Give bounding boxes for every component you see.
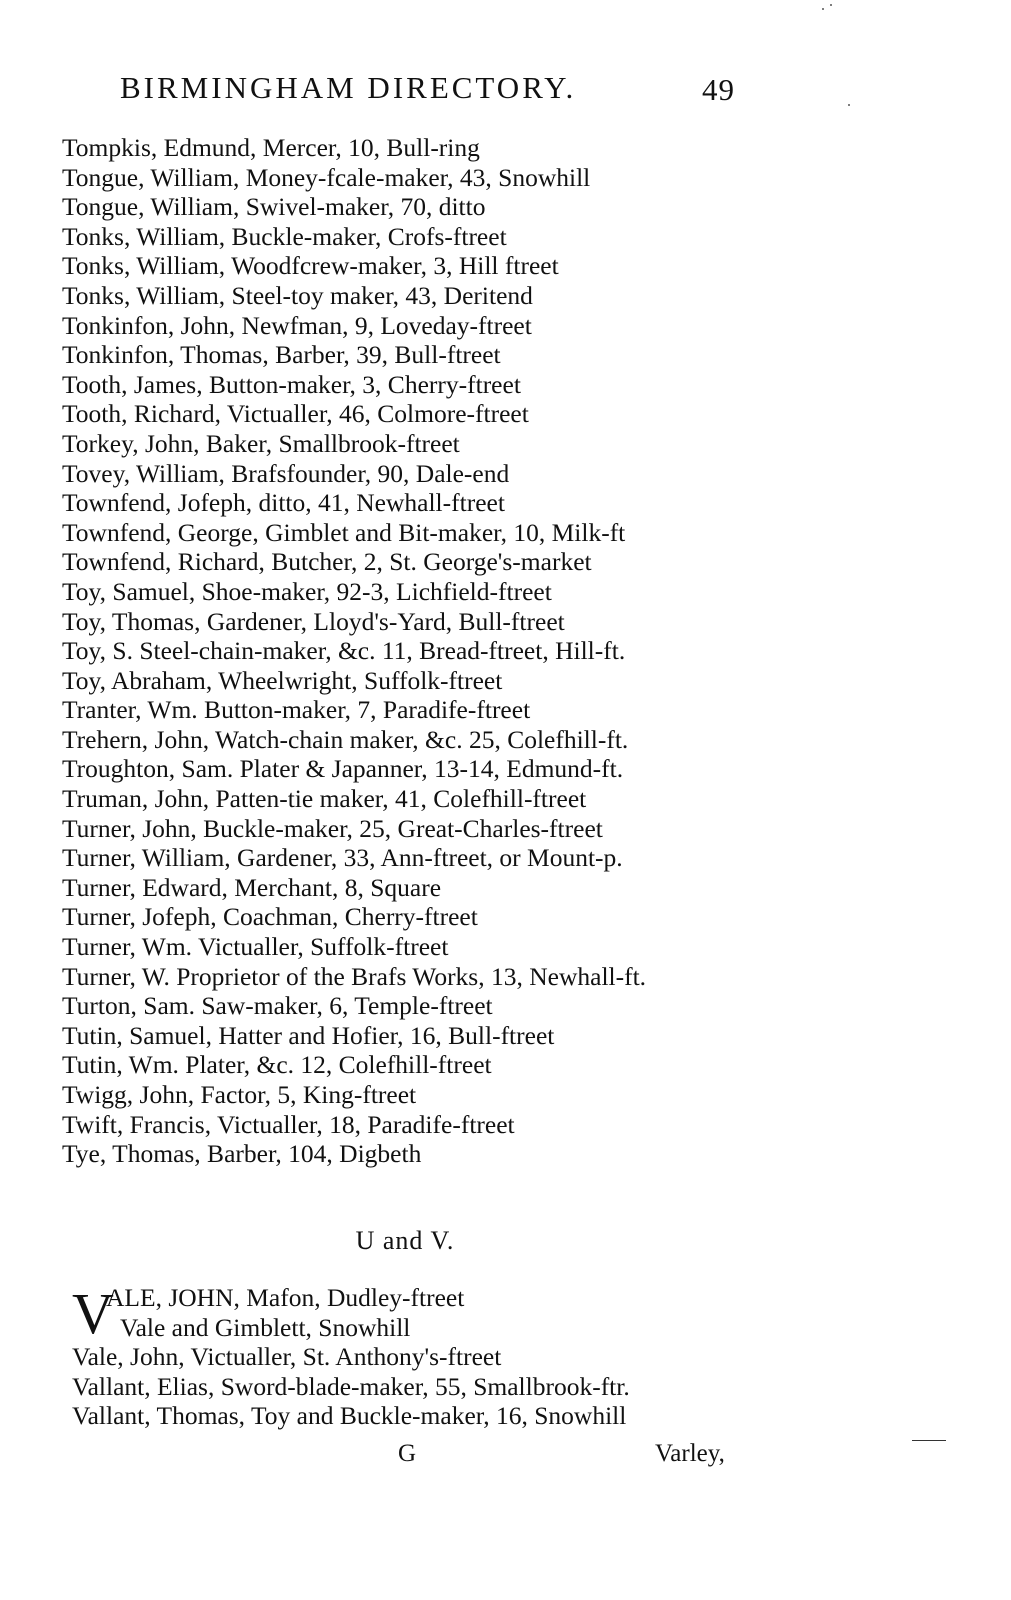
list-item: Tovey, William, Brafsfounder, 90, Dale-end xyxy=(62,458,510,488)
list-item: Turner, John, Buckle-maker, 25, Great-Charles-ftreet xyxy=(62,813,603,843)
list-item: Townfend, Richard, Butcher, 2, St. George's-market xyxy=(62,547,592,577)
list-item: Truman, John, Patten-tie maker, 41, Colefhill-ftreet xyxy=(62,784,587,814)
signature-mark: G xyxy=(398,1440,417,1467)
page-header xyxy=(120,70,760,106)
page-number: 49 xyxy=(702,72,735,107)
list-item: Twigg, John, Factor, 5, King-ftreet xyxy=(62,1080,417,1109)
list-item: Tooth, Richard, Victualler, 46, Colmore-ftreet xyxy=(62,399,529,429)
list-item: Tranter, Wm. Button-maker, 7, Paradife-ftreet xyxy=(62,695,531,725)
list-item: Tongue, William, Money-fcale-maker, 43, Snowhill xyxy=(62,162,591,192)
list-item: Vallant, Elias, Sword-blade-maker, 55, Smallbrook-ftr. xyxy=(72,1371,630,1401)
list-item: Tonkinfon, Thomas, Barber, 39, Bull-ftreet xyxy=(62,340,501,370)
list-item: Toy, Thomas, Gardener, Lloyd's-Yard, Bull-ftreet xyxy=(62,606,565,636)
list-item: Turner, Wm. Victualler, Suffolk-ftreet xyxy=(62,932,449,962)
list-item: Toy, S. Steel-chain-maker, &c. 11, Bread-ftreet, Hill-ft. xyxy=(62,636,626,666)
list-item: Tutin, Wm. Plater, &c. 12, Colefhill-ftreet xyxy=(62,1050,492,1080)
section-entries xyxy=(72,1283,772,1431)
list-item: Turner, Jofeph, Coachman, Cherry-ftreet xyxy=(62,902,478,932)
list-item: Vallant, Thomas, Toy and Buckle-maker, 16, Snowhill xyxy=(72,1401,627,1431)
list-item: Toy, Samuel, Shoe-maker, 92-3, Lichfield-ftreet xyxy=(62,576,552,606)
list-item: Vale, John, Victualler, St. Anthony's-ftreet xyxy=(72,1342,502,1372)
list-item: Tongue, William, Swivel-maker, 70, ditto xyxy=(62,192,486,222)
list-item: Tonks, William, Buckle-maker, Crofs-ftreet xyxy=(62,221,507,251)
margin-rule xyxy=(912,1440,946,1441)
running-title: BIRMINGHAM DIRECTORY. xyxy=(120,70,577,105)
ink-speck xyxy=(830,4,832,6)
list-item: Tompkis, Edmund, Mercer, 10, Bull-ring xyxy=(62,133,480,162)
list-item: Vale and Gimblett, Snowhill xyxy=(120,1312,411,1342)
list-item: Townfend, Jofeph, ditto, 41, Newhall-ftreet xyxy=(62,488,505,518)
list-item: Townfend, George, Gimblet and Bit-maker, 10, Milk-ft xyxy=(62,517,626,547)
list-item: Turner, William, Gardener, 33, Ann-ftreet, or Mount-p. xyxy=(62,843,623,873)
list-item: Tooth, James, Button-maker, 3, Cherry-ftreet xyxy=(62,369,521,399)
list-item: Trehern, John, Watch-chain maker, &c. 25, Colefhill-ft. xyxy=(62,724,629,754)
section-heading: U and V. xyxy=(355,1226,455,1255)
ink-speck xyxy=(822,8,824,10)
list-item: Torkey, John, Baker, Smallbrook-ftreet xyxy=(62,428,460,458)
ink-speck xyxy=(848,104,850,106)
directory-entries xyxy=(62,133,762,1169)
list-item: Tonkinfon, John, Newfman, 9, Loveday-ftreet xyxy=(62,310,532,340)
list-item: Toy, Abraham, Wheelwright, Suffolk-ftreet xyxy=(62,665,503,695)
catchword: Varley, xyxy=(655,1440,725,1467)
list-item: Turner, Edward, Merchant, 8, Square xyxy=(62,872,442,902)
list-item: Turner, W. Proprietor of the Brafs Works, 13, Newhall-ft. xyxy=(62,961,647,991)
list-item: Tutin, Samuel, Hatter and Hofier, 16, Bull-ftreet xyxy=(62,1020,555,1050)
list-item: Tonks, William, Steel-toy maker, 43, Deritend xyxy=(62,280,533,310)
list-item: Tye, Thomas, Barber, 104, Digbeth xyxy=(62,1139,422,1169)
drop-cap: V xyxy=(72,1281,114,1346)
list-item: Tonks, William, Woodfcrew-maker, 3, Hill ftreet xyxy=(62,251,559,281)
list-item: Twift, Francis, Victualler, 18, Paradife-ftreet xyxy=(62,1109,515,1139)
list-item: ALE, JOHN, Mafon, Dudley-ftreet xyxy=(106,1283,465,1312)
list-item: Turton, Sam. Saw-maker, 6, Temple-ftreet xyxy=(62,991,493,1021)
list-item: Troughton, Sam. Plater & Japanner, 13-14, Edmund-ft. xyxy=(62,754,624,784)
